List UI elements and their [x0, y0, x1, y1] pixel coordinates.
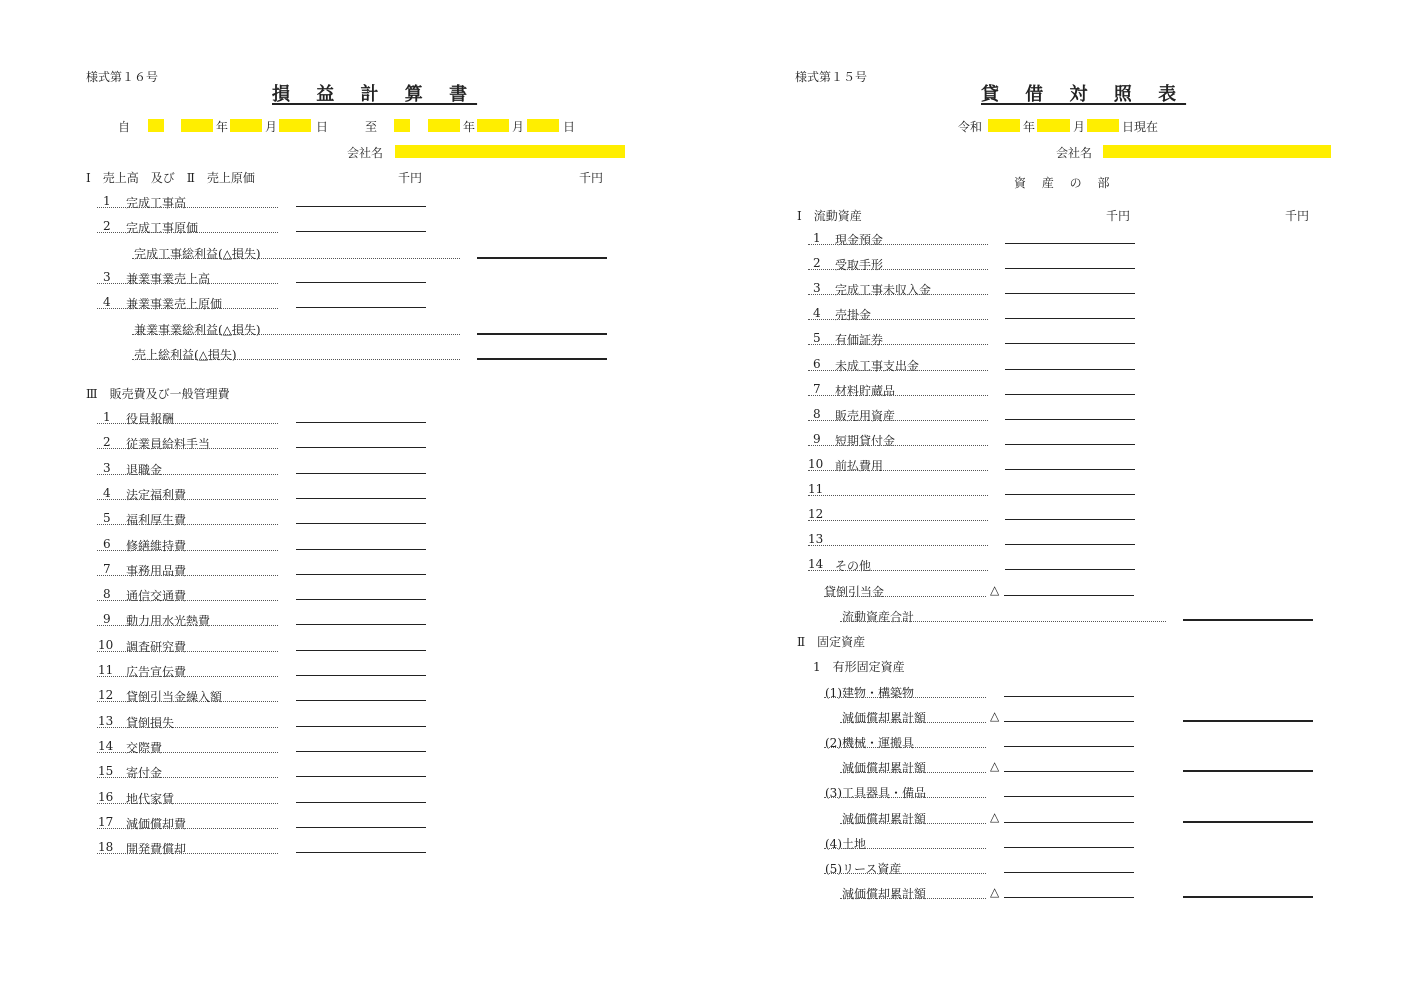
leader-dots: [808, 269, 988, 270]
amount-line[interactable]: [1005, 343, 1135, 344]
item-number: 5: [813, 331, 821, 346]
amount-line[interactable]: [296, 675, 426, 676]
amount-line[interactable]: [296, 473, 426, 474]
amount-line[interactable]: [1004, 872, 1134, 873]
bs-month-label: 月: [1073, 120, 1086, 134]
leader-dots: [808, 470, 988, 471]
leader-dots: [808, 370, 988, 371]
date-from-label: 自: [118, 120, 131, 134]
amount-line[interactable]: [1005, 243, 1135, 244]
leader-dots: [824, 848, 986, 849]
amount-line[interactable]: [296, 802, 426, 803]
leader-dots: [97, 524, 278, 525]
item-label: 現金預金: [835, 233, 884, 247]
leader-dots: [808, 445, 988, 446]
bs-year-field[interactable]: [988, 119, 1020, 132]
leader-dots: [808, 294, 988, 295]
item-label: 通信交通費: [126, 589, 187, 604]
item-label: 完成工事高: [126, 196, 187, 210]
day-label-from: 日: [316, 120, 329, 134]
fixed-item-label: (3)工具器具・備品: [825, 786, 926, 801]
era-label: 令和: [958, 120, 983, 134]
item-label: 寄付金: [126, 766, 163, 781]
leader-dots: [97, 474, 278, 475]
triangle-mark: △: [990, 583, 1000, 597]
amount-line[interactable]: [296, 650, 426, 651]
section3-header: Ⅲ 販売費及び一般管理費: [86, 387, 230, 401]
fixed-item-label: (2)機械・運搬具: [825, 736, 914, 751]
leader-dots: [840, 621, 1166, 622]
item-number: 8: [103, 587, 111, 602]
item-number: 4: [103, 485, 111, 500]
leader-dots: [97, 701, 278, 702]
unit-col1: 千円: [398, 171, 423, 185]
leader-dots: [97, 651, 278, 652]
item-label: 開発費償却: [126, 842, 187, 857]
item-number: 10: [808, 456, 824, 471]
triangle-mark: △: [990, 759, 1000, 774]
year-label-from: 年: [216, 120, 229, 134]
net-amount-line[interactable]: [1183, 720, 1313, 722]
leader-dots: [808, 395, 988, 396]
right-form-number: 様式第１５号: [795, 70, 868, 84]
amount-line[interactable]: [1004, 746, 1134, 747]
triangle-mark: △: [990, 809, 1000, 824]
leader-dots: [97, 853, 278, 854]
item-label: 短期貸付金: [835, 433, 896, 448]
amount-line[interactable]: [296, 624, 426, 625]
amount-line[interactable]: [1004, 721, 1134, 722]
right-company-label: 会社名: [1056, 146, 1093, 160]
item-label: 減価償却費: [126, 816, 187, 831]
amount-line[interactable]: [296, 422, 426, 423]
item-number: 15: [98, 764, 114, 779]
item-number: 7: [103, 561, 111, 576]
left-company-field[interactable]: [395, 145, 625, 158]
amount-line[interactable]: [1005, 293, 1135, 294]
leader-dots: [97, 600, 278, 601]
item-number: 11: [808, 482, 824, 496]
item-number: 16: [98, 789, 114, 804]
item-number: 9: [103, 612, 111, 627]
amount-line[interactable]: [1004, 847, 1134, 848]
item-label: 有価証券: [835, 333, 884, 348]
leader-dots: [97, 448, 278, 449]
item-number: 4: [103, 295, 111, 309]
leader-dots: [97, 828, 278, 829]
bs-day-suffix: 日現在: [1122, 120, 1159, 134]
item-number: 4: [813, 306, 821, 321]
month-label-from: 月: [265, 120, 278, 134]
bs-unit-col2: 千円: [1285, 209, 1310, 223]
item-number: 5: [103, 511, 111, 526]
leader-dots: [808, 344, 988, 345]
net-amount-line[interactable]: [1183, 821, 1313, 823]
amount-line[interactable]: [1004, 796, 1134, 797]
amount-line[interactable]: [296, 498, 426, 499]
triangle-mark: △: [990, 709, 1000, 724]
leader-dots: [132, 334, 460, 335]
leader-dots: [97, 232, 278, 233]
leader-dots: [808, 570, 988, 571]
amount-line[interactable]: [1005, 519, 1135, 520]
item-label: 修繕維持費: [126, 538, 187, 553]
leader-dots: [97, 727, 278, 728]
leader-dots: [824, 873, 986, 874]
item-label: 売掛金: [835, 308, 872, 323]
leader-dots: [97, 283, 278, 284]
depreciation-label: 減価償却累計額: [842, 886, 927, 901]
amount-line[interactable]: [1005, 444, 1135, 445]
item-label: 動力用水光熱費: [126, 614, 211, 629]
right-company-field[interactable]: [1103, 145, 1331, 158]
tangible-assets-header: 1 有形固定資産: [813, 660, 905, 674]
amount-line[interactable]: [1004, 595, 1134, 596]
section1-header: Ⅰ 売上高 及び Ⅱ 売上原価: [86, 171, 255, 185]
leader-dots: [132, 258, 460, 259]
item-number: 14: [808, 557, 824, 572]
item-number: 12: [98, 688, 114, 703]
item-label: 兼業事業売上原価: [126, 297, 223, 311]
leader-dots: [808, 319, 988, 320]
item-label: 法定福利費: [126, 487, 187, 502]
bs-unit-col1: 千円: [1106, 209, 1131, 223]
amount-line[interactable]: [296, 282, 426, 283]
leader-dots: [840, 772, 986, 773]
amount-line[interactable]: [1005, 419, 1135, 420]
item-number: 2: [103, 435, 111, 450]
item-label: 事務用品費: [126, 563, 187, 578]
item-number: 6: [813, 356, 821, 371]
depreciation-label: 減価償却累計額: [842, 711, 927, 726]
bs-year-label: 年: [1023, 120, 1036, 134]
leader-dots: [808, 520, 988, 521]
amount-line[interactable]: [1004, 771, 1134, 772]
amount-line[interactable]: [1005, 469, 1135, 470]
leader-dots: [97, 308, 278, 309]
leader-dots: [840, 823, 986, 824]
leader-dots: [824, 747, 986, 748]
item-label: 従業員給料手当: [126, 437, 211, 452]
triangle-mark: △: [990, 884, 1000, 899]
item-label: 販売用資産: [835, 408, 896, 423]
item-number: 6: [103, 536, 111, 551]
year-field-to[interactable]: [428, 119, 460, 132]
item-label: 兼業事業売上高: [126, 272, 211, 286]
leader-dots: [97, 625, 278, 626]
subtotal-label: 兼業事業総利益(△損失): [134, 323, 261, 337]
item-label: 役員報酬: [126, 412, 175, 426]
amount-line[interactable]: [1005, 369, 1135, 370]
item-label: 受取手形: [835, 258, 884, 273]
item-number: 8: [813, 406, 821, 421]
item-number: 18: [98, 840, 114, 855]
amount-line[interactable]: [296, 700, 426, 701]
amount-line[interactable]: [296, 726, 426, 727]
leader-dots: [808, 420, 988, 421]
amount-line[interactable]: [1005, 494, 1135, 495]
amount-line[interactable]: [296, 574, 426, 575]
amount-line[interactable]: [296, 776, 426, 777]
amount-line[interactable]: [296, 206, 426, 207]
left-form-number: 様式第１６号: [86, 70, 159, 84]
leader-dots: [97, 423, 278, 424]
item-number: 3: [813, 281, 821, 296]
amount-line[interactable]: [296, 827, 426, 828]
item-number: 17: [98, 814, 114, 829]
item-number: 9: [813, 431, 821, 446]
item-label: 未成工事支出金: [835, 358, 920, 373]
item-number: 2: [103, 219, 111, 233]
left-title: 損 益 計 算 書: [272, 84, 478, 105]
item-number: 10: [98, 637, 114, 652]
month-field-to[interactable]: [477, 119, 509, 132]
leader-dots: [97, 777, 278, 778]
item-number: 1: [103, 410, 111, 424]
leader-dots: [97, 803, 278, 804]
leader-dots: [824, 596, 986, 597]
leader-dots: [840, 898, 986, 899]
item-label: 調査研究費: [126, 639, 187, 654]
subtotal-amount-line[interactable]: [477, 257, 607, 259]
allowance-label: 貸倒引当金: [824, 585, 885, 599]
amount-line[interactable]: [296, 231, 426, 232]
amount-line[interactable]: [1005, 318, 1135, 319]
item-label: その他: [835, 559, 872, 574]
amount-line[interactable]: [1004, 897, 1134, 898]
leader-dots: [808, 244, 988, 245]
item-number: 11: [98, 663, 114, 677]
leader-dots: [132, 359, 460, 360]
bs-month-field[interactable]: [1037, 119, 1070, 132]
current-total-label: 流動資産合計: [842, 610, 915, 624]
item-number: 1: [813, 231, 821, 245]
item-label: 完成工事原価: [126, 221, 199, 235]
fixed-item-label: (4)土地: [825, 836, 866, 851]
leader-dots: [97, 550, 278, 551]
amount-line[interactable]: [296, 307, 426, 308]
item-number: 2: [813, 256, 821, 271]
amount-line[interactable]: [1005, 544, 1135, 545]
subtotal-amount-line[interactable]: [477, 333, 607, 335]
depreciation-label: 減価償却累計額: [842, 761, 927, 776]
amount-line[interactable]: [296, 599, 426, 600]
right-title: 貸 借 対 照 表: [981, 84, 1187, 105]
item-label: 交際費: [126, 740, 163, 755]
item-label: 地代家賃: [126, 791, 175, 806]
item-number: 12: [808, 507, 824, 522]
item-label: 福利厚生費: [126, 513, 187, 528]
item-number: 7: [813, 381, 821, 396]
left-company-label: 会社名: [347, 146, 384, 160]
item-number: 13: [808, 532, 824, 547]
bs-day-field[interactable]: [1087, 119, 1119, 132]
day-field-from[interactable]: [279, 119, 311, 132]
item-number: 13: [98, 713, 114, 728]
leader-dots: [97, 499, 278, 500]
item-number: 3: [103, 270, 111, 284]
date-to-label: 至: [365, 120, 378, 134]
net-amount-line[interactable]: [1183, 770, 1313, 772]
depreciation-label: 減価償却累計額: [842, 811, 927, 826]
leader-dots: [824, 697, 986, 698]
item-label: 広告宣伝費: [126, 665, 187, 679]
era-field-to[interactable]: [394, 119, 410, 132]
leader-dots: [808, 545, 988, 546]
day-field-to[interactable]: [527, 119, 559, 132]
fixed-item-label: (5)リース資産: [825, 861, 902, 876]
unit-col2: 千円: [579, 171, 604, 185]
leader-dots: [824, 797, 986, 798]
year-field-from[interactable]: [181, 119, 213, 132]
subtotal-label: 売上総利益(△損失): [134, 348, 237, 362]
amount-line[interactable]: [1005, 394, 1135, 395]
leader-dots: [97, 676, 278, 677]
month-field-from[interactable]: [230, 119, 262, 132]
item-label: 退職金: [126, 462, 163, 477]
item-label: 前払費用: [835, 458, 884, 473]
amount-line[interactable]: [296, 447, 426, 448]
leader-dots: [808, 495, 988, 496]
amount-line[interactable]: [1005, 268, 1135, 269]
total-amount-line[interactable]: [1183, 619, 1313, 621]
leader-dots: [97, 207, 278, 208]
net-amount-line[interactable]: [1183, 896, 1313, 898]
item-label: 完成工事未収入金: [835, 283, 932, 298]
month-label-to: 月: [512, 120, 525, 134]
era-field-from[interactable]: [148, 119, 164, 132]
amount-line[interactable]: [1004, 822, 1134, 823]
fixed-assets-header: Ⅱ 固定資産: [797, 635, 866, 649]
fixed-item-label: (1)建物・構築物: [825, 686, 914, 700]
amount-line[interactable]: [1005, 569, 1135, 570]
amount-line[interactable]: [296, 549, 426, 550]
amount-line[interactable]: [296, 751, 426, 752]
day-label-to: 日: [563, 120, 576, 134]
leader-dots: [840, 722, 986, 723]
amount-line[interactable]: [296, 852, 426, 853]
item-number: 1: [103, 194, 111, 208]
year-label-to: 年: [463, 120, 476, 134]
subtotal-amount-line[interactable]: [477, 358, 607, 360]
item-label: 材料貯蔵品: [835, 383, 896, 398]
item-number: 3: [103, 460, 111, 475]
item-label: 貸倒引当金繰入額: [126, 690, 223, 705]
current-assets-header: Ⅰ 流動資産: [797, 209, 862, 223]
assets-section-title: 資 産 の 部: [1014, 176, 1116, 190]
amount-line[interactable]: [1004, 696, 1134, 697]
item-number: 14: [98, 738, 114, 753]
leader-dots: [97, 752, 278, 753]
leader-dots: [97, 575, 278, 576]
subtotal-label: 完成工事総利益(△損失): [134, 247, 261, 261]
item-label: 貸倒損失: [126, 715, 175, 730]
amount-line[interactable]: [296, 523, 426, 524]
